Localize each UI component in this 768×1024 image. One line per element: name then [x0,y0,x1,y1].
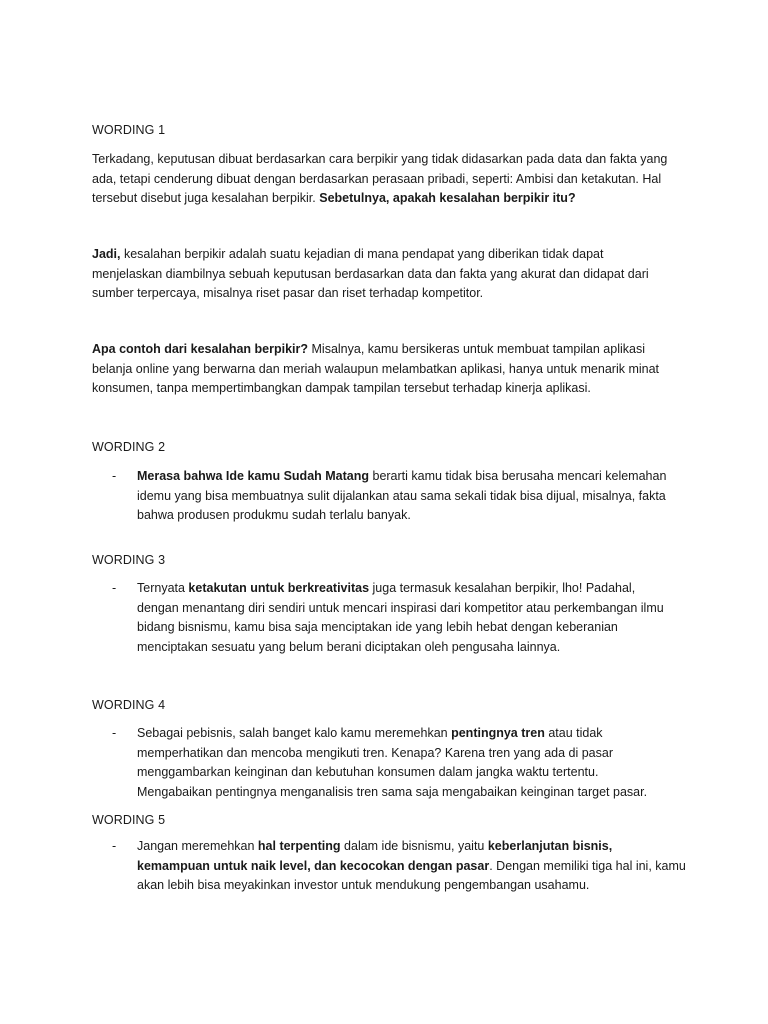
text-run: Ternyata [137,581,189,595]
bold-phrase: kemampuan untuk naik level, dan kecocokan dengan pasar [137,858,490,873]
text-line: dengan menantang diri sendiri untuk mencari inspirasi dari kompetitor atau perkembangan ilmu [137,600,664,615]
text-run: . Dengan memiliki tiga hal ini, kamu [489,858,686,873]
text-run: berarti kamu tidak bisa berusaha mencari kelemahan [369,469,667,483]
text-line: ada, tetapi cenderung dibuat dengan berdasarkan perasaan pribadi, seperti: Ambisi dan ketakutan. Hal [92,171,662,186]
text-run: Misalnya, kamu bersikeras untuk membuat tampilan aplikasi [308,342,645,356]
text-line [92,340,682,360]
bullet-text [137,467,697,526]
bullet-dash: - [112,839,117,853]
bold-phrase: pentingnya tren [451,726,545,740]
bullet-dash: - [112,469,117,483]
text-line: konsumen, tanpa mempertimbangkan dampak tampilan tersebut terhadap kinerja aplikasi. [92,381,591,395]
text-line [92,245,682,265]
wording-1-paragraph-2 [92,245,682,304]
text-run: Jangan meremehkan [137,839,258,853]
bold-question: Apa contoh dari kesalahan berpikir? [92,342,309,356]
text-line [137,837,697,857]
text-line [92,189,682,209]
bold-phrase: ketakutan untuk berkreativitas [188,581,370,595]
wording-1-paragraph-3 [92,340,682,399]
wording-2-heading: WORDING 2 [92,440,166,454]
text-line [137,857,697,877]
wording-5-heading: WORDING 5 [92,813,166,827]
text-line: bahwa produsen produkmu sudah terlalu banyak. [137,508,411,522]
bullet-text [137,724,697,802]
text-run: Sebagai pebisnis, salah banget kalo kamu meremehkan [137,726,452,740]
wording-1-heading: WORDING 1 [92,123,166,137]
bold-phrase: keberlanjutan bisnis, [487,839,613,853]
wording-1-paragraph-1 [92,150,682,209]
bullet-text [137,837,697,896]
text-line: belanja online yang berwarna dan meriah walaupun melambatkan aplikasi, hanya untuk menarik minat [92,361,660,376]
text-line: memperhatikan dan mencoba mengikuti tren. Kenapa? Karena tren yang ada di pasar [137,745,613,760]
text-line: Mengabaikan pentingnya menganalisis tren sama saja mengabaikan keinginan target pasar. [137,784,648,799]
text-run: tersebut disebut juga kesalahan berpikir. [92,191,320,205]
text-line [137,467,697,487]
text-run: dalam ide bisnismu, yaitu [340,839,488,853]
text-run: atau tidak [544,726,603,740]
text-line: menggambarkan keinginan dan kebutuhan konsumen dalam jangka waktu tertentu. [137,765,599,779]
text-line [137,579,697,599]
text-run: juga termasuk kesalahan berpikir, lho! Padahal, [369,581,636,595]
bold-question: Sebetulnya, apakah kesalahan berpikir itu? [319,191,576,205]
bullet-text [137,579,697,657]
text-line: akan lebih bisa meyakinkan investor untuk mendukung pengembangan usahamu. [137,878,590,892]
text-line: menjelaskan diambilnya sebuah keputusan berdasarkan data dan fakta yang akurat dan didapat dari [92,266,649,281]
wording-3-heading: WORDING 3 [92,553,166,567]
bold-phrase: hal terpenting [257,839,341,853]
text-run: kesalahan berpikir adalah suatu kejadian di mana pendapat yang diberikan tidak dapat [120,247,604,261]
text-line: sumber terpercaya, misalnya riset pasar dan riset terhadap kompetitor. [92,286,484,300]
bold-lead: Merasa bahwa Ide kamu Sudah Matang [137,469,370,483]
text-line [137,724,697,744]
text-line: menciptakan sesuatu yang belum berani diciptakan oleh pengusaha lainnya. [137,639,561,654]
bold-lead: Jadi, [92,247,121,261]
text-line: bidang bisnismu, kamu bisa saja menciptakan ide yang lebih hebat dengan keberanian [137,620,618,634]
bullet-dash: - [112,726,117,740]
text-line: idemu yang bisa membuatnya sulit dijalankan atau sama sekali tidak bisa dijual, misalnya, fakta [137,488,666,503]
wording-4-heading: WORDING 4 [92,698,166,712]
bullet-dash: - [112,581,117,595]
text-line: Terkadang, keputusan dibuat berdasarkan cara berpikir yang tidak didasarkan pada data dan fakta yang [92,152,668,166]
